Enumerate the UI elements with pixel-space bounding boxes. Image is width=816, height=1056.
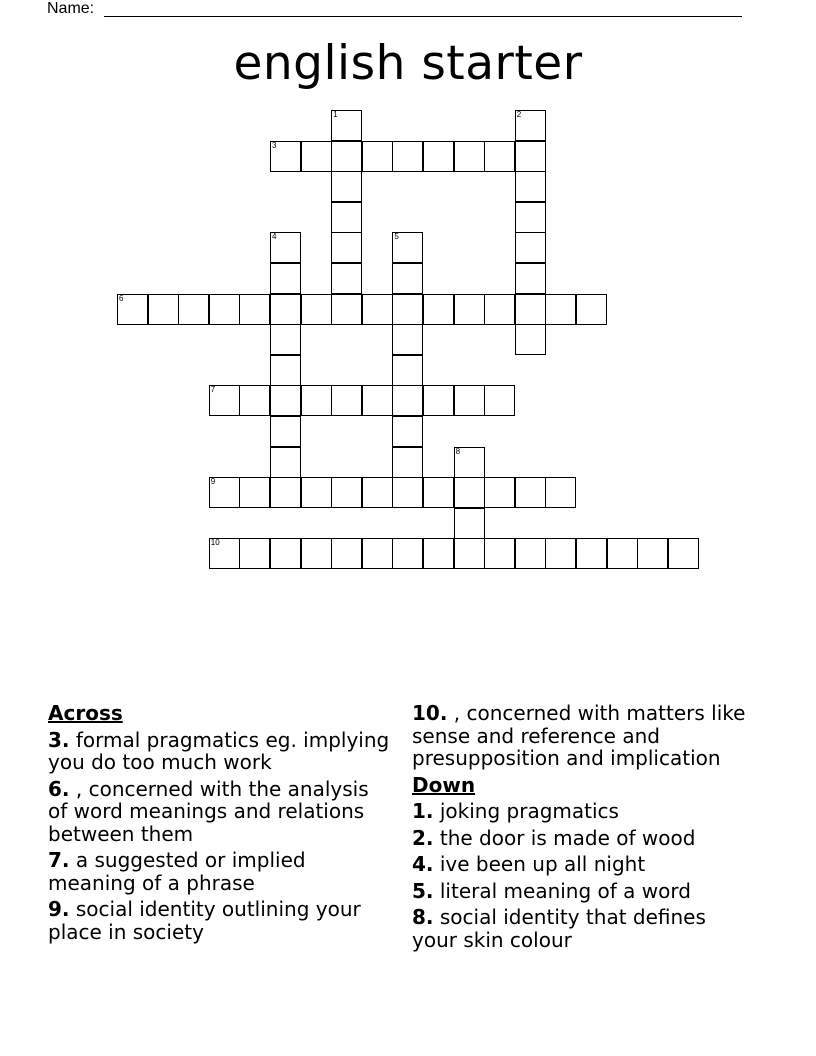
- clue-column-right: [412, 702, 752, 955]
- crossword-cell[interactable]: [392, 355, 423, 386]
- crossword-cell[interactable]: [423, 538, 454, 569]
- clue-text: , concerned with matters like sense and reference and presupposition and implication: [412, 701, 746, 770]
- crossword-cell[interactable]: [239, 294, 270, 325]
- crossword-cell[interactable]: [392, 294, 423, 325]
- cell-number: 2: [516, 110, 522, 119]
- clue-down-8: [412, 906, 752, 951]
- crossword-cell[interactable]: [117, 294, 148, 325]
- crossword-cell[interactable]: [331, 538, 362, 569]
- crossword-cell[interactable]: [515, 141, 546, 172]
- crossword-cell[interactable]: [484, 477, 515, 508]
- crossword-cell[interactable]: [270, 447, 301, 478]
- crossword-cell[interactable]: [270, 324, 301, 355]
- clue-text: formal pragmatics eg. implying you do too much work: [48, 727, 390, 774]
- clue-text: joking pragmatics: [439, 799, 619, 823]
- crossword-cell[interactable]: [515, 232, 546, 263]
- name-label: Name:: [47, 0, 95, 17]
- crossword-cell[interactable]: [270, 355, 301, 386]
- crossword-cell[interactable]: [454, 141, 485, 172]
- crossword-cell[interactable]: [392, 263, 423, 294]
- crossword-cell[interactable]: [331, 294, 362, 325]
- clue-text: social identity that defines your skin colour: [412, 905, 706, 952]
- clue-number: 2.: [412, 825, 434, 850]
- crossword-cell[interactable]: [331, 110, 362, 141]
- crossword-cell[interactable]: [331, 477, 362, 508]
- clue-text: , concerned with the analysis of word meanings and relations between them: [48, 776, 369, 846]
- clue-across-10: [412, 702, 752, 770]
- crossword-cell[interactable]: [515, 538, 546, 569]
- clue-number: 9.: [48, 897, 70, 921]
- crossword-cell[interactable]: [270, 538, 301, 569]
- crossword-cell[interactable]: [545, 538, 576, 569]
- crossword-cell[interactable]: [454, 538, 485, 569]
- crossword-cell[interactable]: [423, 477, 454, 508]
- cell-number: 5: [394, 232, 399, 242]
- crossword-cell[interactable]: [239, 385, 270, 416]
- clue-number: 10.: [412, 701, 448, 725]
- crossword-cell[interactable]: [545, 477, 576, 508]
- crossword-cell[interactable]: [668, 538, 699, 569]
- clue-down-1: [412, 800, 752, 823]
- crossword-cell[interactable]: [454, 508, 485, 539]
- cell-number: 8: [455, 446, 461, 456]
- crossword-cell[interactable]: [545, 294, 576, 325]
- crossword-cell[interactable]: [392, 447, 423, 478]
- clue-text: social identity outlining your place in society: [48, 897, 361, 944]
- crossword-cell[interactable]: [239, 538, 270, 569]
- crossword-cell[interactable]: [331, 202, 362, 233]
- crossword-cell[interactable]: [392, 416, 423, 447]
- clue-across-6: [48, 778, 393, 846]
- cell-number: 1: [333, 110, 338, 119]
- crossword-cell[interactable]: [576, 538, 607, 569]
- crossword-cell[interactable]: [209, 385, 240, 416]
- clue-text: ive been up all night: [439, 852, 646, 876]
- clue-number: 5.: [412, 878, 434, 903]
- crossword-cell[interactable]: [423, 385, 454, 416]
- crossword-cell[interactable]: [331, 171, 362, 202]
- clue-number: 8.: [412, 905, 434, 929]
- crossword-cell[interactable]: [392, 385, 423, 416]
- crossword-cell[interactable]: [515, 477, 546, 508]
- cell-number: 3: [272, 140, 277, 150]
- crossword-cell[interactable]: [515, 171, 546, 202]
- cell-number: 7: [210, 385, 216, 395]
- down-heading: Down: [412, 772, 476, 797]
- clue-number: 7.: [48, 848, 70, 872]
- crossword-cell[interactable]: [331, 232, 362, 263]
- crossword-cell[interactable]: [270, 141, 301, 172]
- crossword-cell[interactable]: [484, 141, 515, 172]
- crossword-cell[interactable]: [454, 385, 485, 416]
- crossword-cell[interactable]: [209, 294, 240, 325]
- crossword-cell[interactable]: [392, 477, 423, 508]
- crossword-cell[interactable]: [362, 141, 393, 172]
- crossword-cell[interactable]: [301, 141, 332, 172]
- crossword-cell[interactable]: [392, 232, 423, 263]
- crossword-cell[interactable]: [515, 324, 546, 355]
- crossword-cell[interactable]: [515, 263, 546, 294]
- clue-number: 1.: [412, 799, 434, 823]
- clue-number: 6.: [48, 776, 70, 801]
- crossword-cell[interactable]: [484, 538, 515, 569]
- crossword-cell[interactable]: [209, 477, 240, 508]
- crossword-cell[interactable]: [239, 477, 270, 508]
- clue-number: 4.: [412, 852, 434, 876]
- crossword-cell[interactable]: [392, 538, 423, 569]
- clue-text: the door is made of wood: [439, 825, 696, 850]
- clue-across-7: [48, 849, 393, 894]
- crossword-cell[interactable]: [270, 416, 301, 447]
- clue-down-4: [412, 853, 752, 876]
- crossword-cell[interactable]: [637, 538, 668, 569]
- crossword-cell[interactable]: [515, 110, 546, 141]
- clue-text: a suggested or implied meaning of a phrase: [48, 848, 306, 895]
- crossword-cell[interactable]: [270, 294, 301, 325]
- clue-number: 3.: [48, 727, 70, 752]
- clue-across-9: [48, 898, 393, 943]
- clue-text: literal meaning of a word: [439, 878, 691, 903]
- crossword-cell[interactable]: [301, 385, 332, 416]
- crossword-cell[interactable]: [148, 294, 179, 325]
- crossword-cell[interactable]: [392, 141, 423, 172]
- clue-across-3: [48, 729, 393, 774]
- cell-number: 10: [210, 538, 220, 548]
- clue-down-5: [412, 880, 752, 903]
- crossword-cell[interactable]: [607, 538, 638, 569]
- crossword-cell[interactable]: [515, 202, 546, 233]
- crossword-cell[interactable]: [301, 538, 332, 569]
- clue-down-2: [412, 827, 752, 850]
- crossword-cell[interactable]: [454, 294, 485, 325]
- crossword-cell[interactable]: [301, 294, 332, 325]
- crossword-cell[interactable]: [270, 232, 301, 263]
- crossword-cell[interactable]: [362, 385, 393, 416]
- crossword-cell[interactable]: [209, 538, 240, 569]
- across-heading: Across: [48, 701, 123, 725]
- crossword-cell[interactable]: [362, 294, 393, 325]
- crossword-cell[interactable]: [331, 263, 362, 294]
- crossword-cell[interactable]: [454, 477, 485, 508]
- cell-number: 6: [119, 293, 124, 303]
- crossword-cell[interactable]: [576, 294, 607, 325]
- crossword-cell[interactable]: [270, 263, 301, 294]
- crossword-cell[interactable]: [362, 477, 393, 508]
- page-title: english starter: [233, 36, 583, 91]
- crossword-cell[interactable]: [301, 477, 332, 508]
- crossword-cell[interactable]: [270, 385, 301, 416]
- crossword-cell[interactable]: [515, 294, 546, 325]
- crossword-cell[interactable]: [362, 538, 393, 569]
- crossword-cell[interactable]: [423, 141, 454, 172]
- crossword-cell[interactable]: [331, 141, 362, 172]
- crossword-cell[interactable]: [423, 294, 454, 325]
- crossword-cell[interactable]: [484, 294, 515, 325]
- crossword-cell[interactable]: [270, 477, 301, 508]
- crossword-cell[interactable]: [178, 294, 209, 325]
- cell-number: 4: [272, 232, 277, 242]
- crossword-cell[interactable]: [392, 324, 423, 355]
- crossword-cell[interactable]: [454, 447, 485, 478]
- cell-number: 9: [210, 477, 216, 487]
- crossword-cell[interactable]: [331, 385, 362, 416]
- crossword-cell[interactable]: [484, 385, 515, 416]
- clue-column-left: [48, 702, 393, 947]
